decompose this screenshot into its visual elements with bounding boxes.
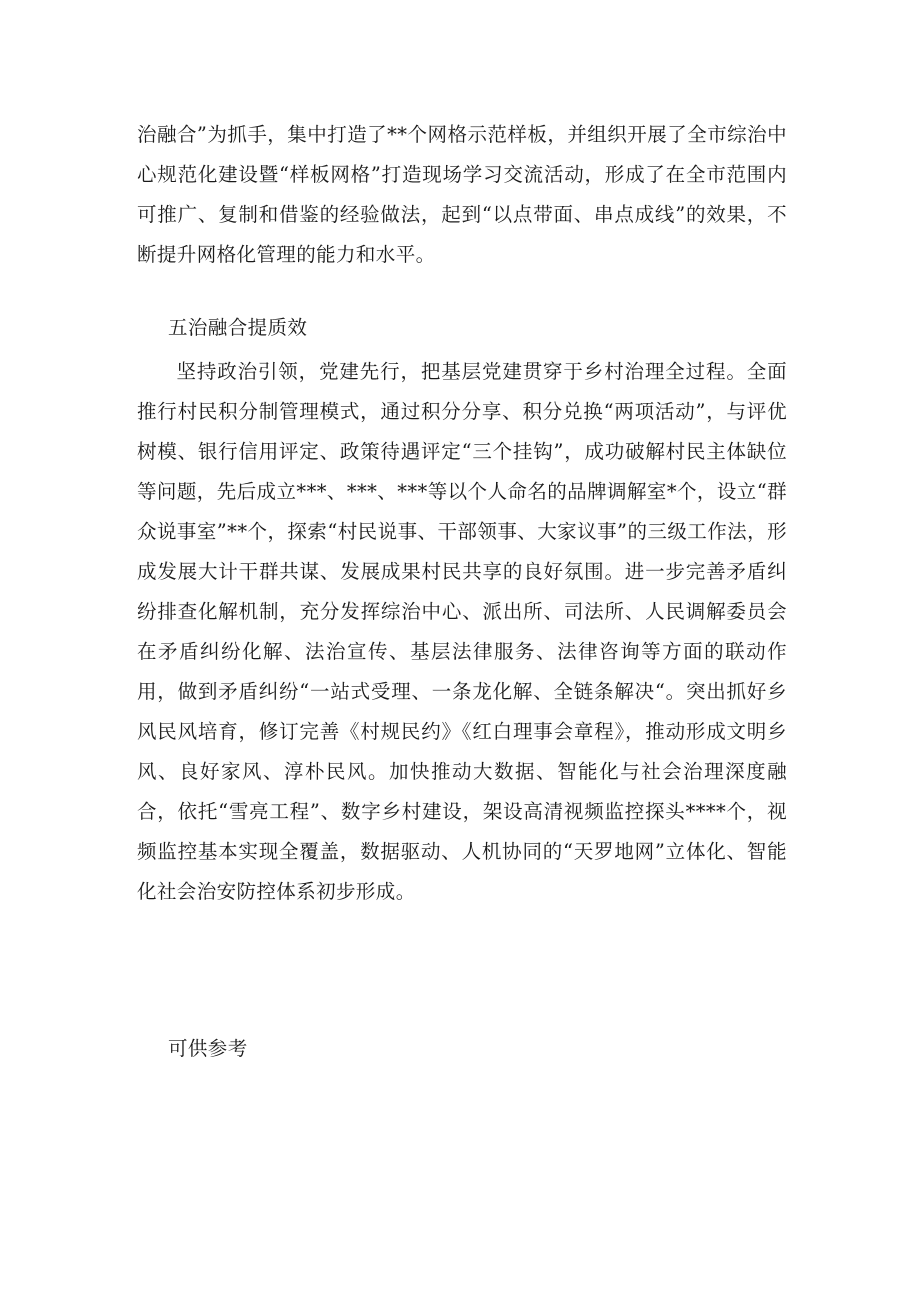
body-paragraph-text: 坚持政治引领，党建先行，把基层党建贯穿于乡村治理全过程。全面推行村民积分制管理模式，通过积分分享、积分兑换“两项活动”，与评优树模、银行信用评定、政策待遇评定“三个挂钩”，成功破解村民主体缺位等问题，先后成立***、***、***等以个人命名的品牌调解室*个，设立“群众说事室”**个，探索“村民说事、干部领事、大家议事”的三级工作法，形成发展大计干群共谋、发展成果村民共享的良好氛围。进一步完善矛盾纠纷排查化解机制，充分发挥综治中心、派出所、司法所、人民调解委员会在矛盾纠纷化解、法治宣传、基层法律服务、法律咨询等方面的联动作用，做到矛盾纠纷“一站式受理、一条龙化解、全链条解决“。突出抓好乡风民风培育，修订完善《村规民约》《红白理事会章程》，推动形成文明乡风、良好家风、淳朴民风。加快推动大数据、智能化与社会治理深度融合，依托“雪亮工程”、数字乡村建设，架设高清视频监控探头****个，视频监控基本实现全覆盖，数据驱动、人机协同的“天罗地网”立体化、智能化社会治安防控体系初步形成。 (137, 360, 787, 903)
body-paragraph-continued: 治融合”为抓手，集中打造了**个网格示范样板，并组织开展了全市综治中心规范化建设暨“样板网格”打造现场学习交流活动，形成了在全市范围内可推广、复制和借鉴的经验做法，起到“以点带面、串点成线”的效果，不断提升网格化管理的能力和水平。 (137, 123, 787, 266)
closing-note: 可供参考 (168, 1037, 248, 1060)
body-paragraph (137, 352, 787, 912)
section-heading: 五治融合提质效 (168, 316, 308, 339)
